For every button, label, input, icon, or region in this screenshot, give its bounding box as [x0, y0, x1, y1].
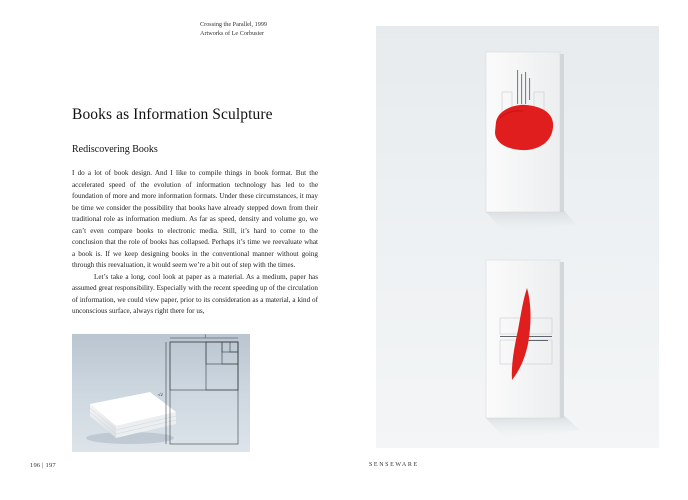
width-ratio-label: 1 — [204, 334, 207, 339]
page-numbers: 196 | 197 — [30, 462, 56, 469]
chapter-heading: Books as Information Sculpture — [72, 106, 273, 123]
book-covers-photo — [376, 26, 659, 448]
caption-title: Crossing the Parallel, 1999 — [200, 21, 268, 28]
right-page — [344, 0, 688, 500]
body-text — [72, 168, 318, 318]
height-ratio-label: √2 — [158, 392, 163, 397]
paper-stack-photo — [72, 334, 250, 452]
body-paragraph-1: I do a lot of book design. And I like to compile things in book format. But the accelerated speed of the evolution of information technology has led to the foundation of more and more information formats. Under these circumstances, it may be time we consider the possibility that books have already stepped down from their traditional role as information medium. As far as speed, density and volume go, we can’t even compare books to electronic media. Still, it’s hard to come to the conclusion that the role of books has collapsed. Perhaps it’s time we reevaluate what a book is. If we keep designing books in the conventional manner without going through this reevaluation, it would seem we’re a bit out of step with the times. — [72, 169, 318, 269]
caption-subtitle: Artworks of Le Corbusier — [200, 30, 265, 37]
image-caption — [200, 20, 267, 38]
running-head: SENSEWARE — [369, 462, 419, 468]
body-paragraph-2: Let’s take a long, cool look at paper as a material. As a medium, paper has assumed great responsibility. Especially with the recent speeding up of the circulation of information, we could view paper, prior to its consideration as a material, a kind of unconscious surface, always right there for us, — [72, 272, 318, 315]
section-subheading: Rediscovering Books — [72, 144, 158, 155]
paper-stack-illustration — [72, 334, 250, 452]
book-covers-illustration — [376, 26, 659, 448]
